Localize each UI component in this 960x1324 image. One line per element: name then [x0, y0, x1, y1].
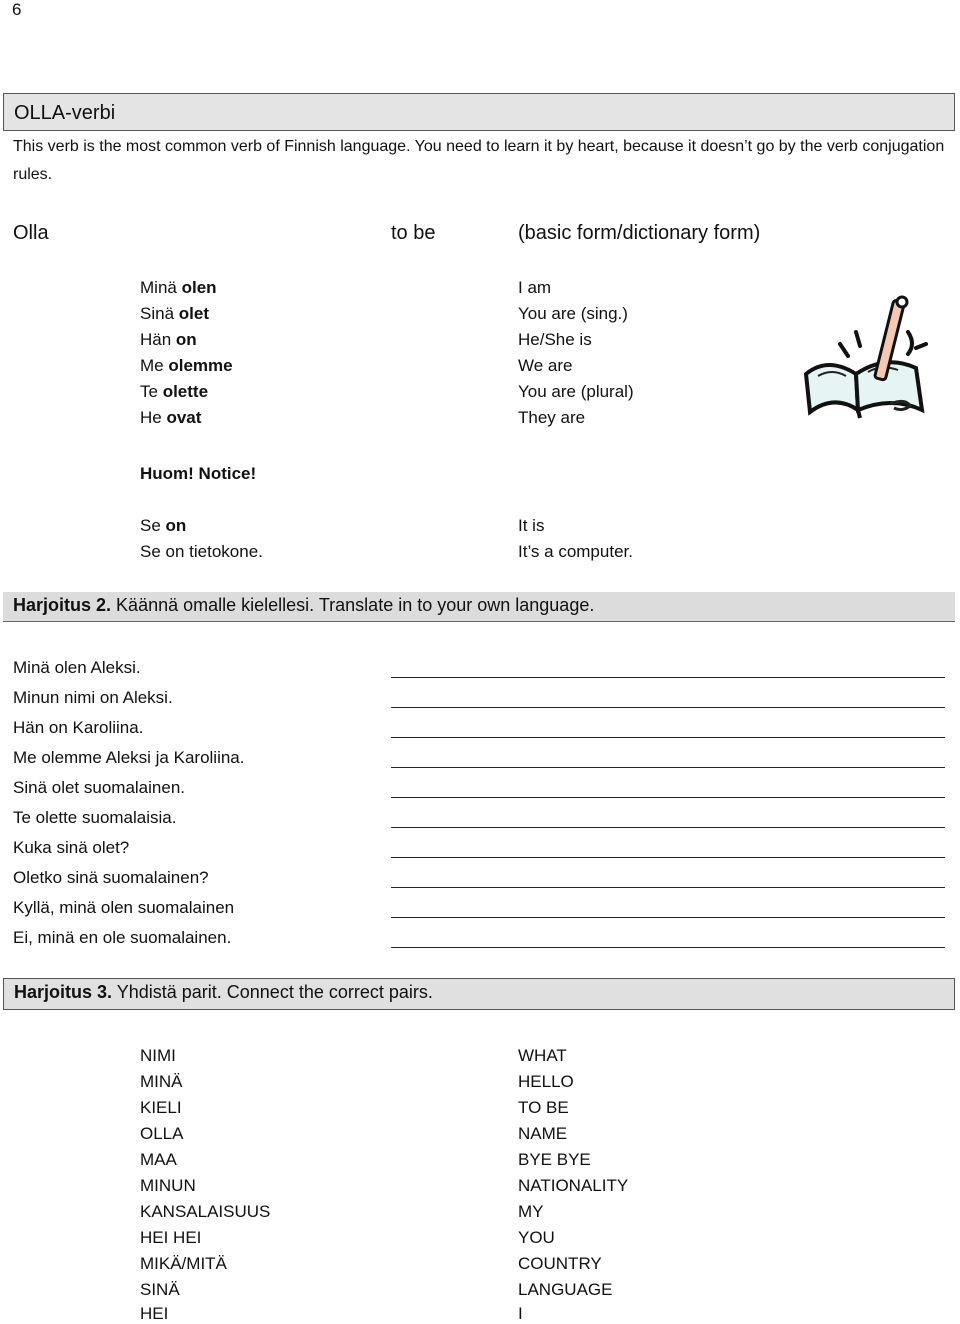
answer-line[interactable]	[391, 737, 945, 738]
exercise-sentence: Kyllä, minä olen suomalainen	[13, 898, 235, 917]
pair-right-item[interactable]: BYE BYE	[518, 1150, 591, 1169]
verb-meaning: to be	[391, 222, 436, 244]
answer-line[interactable]	[391, 947, 945, 948]
section-title-box	[3, 93, 955, 131]
pair-left-item[interactable]: MAA	[140, 1150, 177, 1169]
notice-example-fi: Se on tietokone.	[140, 542, 263, 561]
pair-right-item[interactable]: TO BE	[518, 1098, 569, 1117]
conjugation-row	[140, 278, 217, 298]
verb-form: olemme	[168, 356, 233, 375]
pair-left-item[interactable]: MIKÄ/MITÄ	[140, 1254, 227, 1273]
conjugation-row	[140, 304, 209, 324]
pair-right-item[interactable]: COUNTRY	[518, 1254, 602, 1273]
conjugation-row	[140, 356, 233, 376]
pair-right-item[interactable]: MY	[518, 1202, 544, 1221]
pair-left-item[interactable]: OLLA	[140, 1124, 184, 1143]
conjugation-row	[140, 382, 208, 402]
pair-left-item[interactable]: HEI HEI	[140, 1228, 202, 1247]
pronoun: Sinä	[140, 304, 175, 323]
exercise2-header	[3, 592, 955, 622]
exercise2-label: Harjoitus 2.	[13, 595, 112, 615]
pair-left-item[interactable]: KANSALAISUUS	[140, 1202, 271, 1221]
exercise-sentence: Minun nimi on Aleksi.	[13, 688, 173, 707]
verb-form: olette	[162, 382, 209, 401]
pair-right-item[interactable]: HELLO	[518, 1072, 574, 1091]
exercise2-instruction: Käännä omalle kielellesi. Translate in to your own language.	[116, 595, 595, 615]
section-title: OLLA-verbi	[14, 102, 116, 124]
english-translation: You are (plural)	[518, 382, 634, 401]
exercise-sentence: Ei, minä en ole suomalainen.	[13, 928, 232, 947]
book-and-pen-icon	[798, 292, 933, 437]
answer-line[interactable]	[391, 707, 945, 708]
pair-left-item[interactable]: MINUN	[140, 1176, 196, 1195]
verb-form: olet	[178, 304, 209, 323]
pronoun: Te	[140, 382, 158, 401]
exercise-sentence: Me olemme Aleksi ja Karoliina.	[13, 748, 245, 767]
verb-olla: Olla	[13, 222, 49, 244]
english-translation: We are	[518, 356, 573, 375]
verb-form: ovat	[166, 408, 202, 427]
exercise3-instruction: Yhdistä parit. Connect the correct pairs.	[116, 982, 433, 1002]
exercise3-label: Harjoitus 3.	[14, 982, 113, 1002]
pair-left-item[interactable]: MINÄ	[140, 1072, 183, 1091]
exercise3-header	[3, 978, 955, 1010]
pair-right-item[interactable]: YOU	[518, 1228, 555, 1247]
answer-line[interactable]	[391, 857, 945, 858]
pair-right-item[interactable]: LANGUAGE	[518, 1280, 613, 1299]
verb-form: on	[165, 516, 187, 535]
pronoun: Hän	[140, 330, 172, 349]
dictionary-form-note: (basic form/dictionary form)	[518, 222, 761, 244]
exercise-sentence: Oletko sinä suomalainen?	[13, 868, 209, 887]
notice-se-english: It is	[518, 516, 545, 535]
english-translation: I am	[518, 278, 552, 297]
intro-text: This verb is the most common verb of Finnish language. You need to learn it by heart, because it doesn’t go by the verb conjugation rules.	[13, 138, 945, 183]
notice-example-en: It’s a computer.	[518, 542, 633, 561]
english-translation: They are	[518, 408, 586, 427]
exercise-sentence: Te olette suomalaisia.	[13, 808, 177, 827]
english-translation: You are (sing.)	[518, 304, 628, 323]
exercise-sentence: Kuka sinä olet?	[13, 838, 130, 857]
pair-right-item[interactable]: WHAT	[518, 1046, 567, 1065]
pronoun: Se	[140, 516, 161, 535]
pronoun: Me	[140, 356, 164, 375]
pair-left-item[interactable]: HEI	[140, 1304, 169, 1323]
verb-form: on	[175, 330, 197, 349]
answer-line[interactable]	[391, 887, 945, 888]
exercise-sentence: Sinä olet suomalainen.	[13, 778, 186, 797]
conjugation-row	[140, 408, 201, 428]
pronoun: He	[140, 408, 162, 427]
conjugation-row	[140, 330, 197, 350]
exercise-sentence: Minä olen Aleksi.	[13, 658, 141, 677]
answer-line[interactable]	[391, 767, 945, 768]
answer-line[interactable]	[391, 827, 945, 828]
pair-right-item[interactable]: NAME	[518, 1124, 568, 1143]
notice-se-row	[140, 516, 186, 536]
pair-right-item[interactable]: I	[518, 1304, 523, 1323]
english-translation: He/She is	[518, 330, 592, 349]
page-number: 6	[12, 0, 22, 19]
answer-line[interactable]	[391, 797, 945, 798]
exercise-sentence: Hän on Karoliina.	[13, 718, 144, 737]
pair-right-item[interactable]: NATIONALITY	[518, 1176, 629, 1195]
pair-left-item[interactable]: KIELI	[140, 1098, 182, 1117]
answer-line[interactable]	[391, 917, 945, 918]
verb-form: olen	[181, 278, 217, 297]
notice-heading: Huom! Notice!	[140, 464, 257, 483]
pair-left-item[interactable]: NIMI	[140, 1046, 176, 1065]
answer-line[interactable]	[391, 677, 945, 678]
pronoun: Minä	[140, 278, 177, 297]
pair-left-item[interactable]: SINÄ	[140, 1280, 180, 1299]
